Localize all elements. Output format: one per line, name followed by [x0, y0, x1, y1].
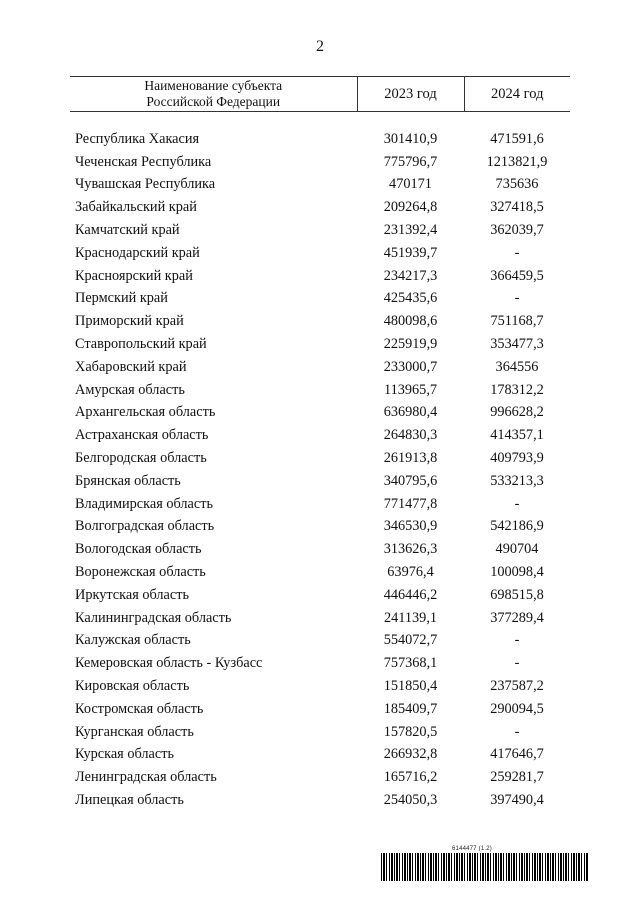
region-name: Кемеровская область - Кузбасс — [75, 655, 263, 672]
value-2023: 209264,8 — [383, 199, 438, 216]
table-row — [70, 721, 570, 744]
table-row — [70, 698, 570, 721]
table-row — [70, 288, 570, 311]
region-name: Красноярский край — [75, 267, 193, 284]
value-2024: 362039,7 — [490, 222, 544, 239]
table-row — [70, 174, 570, 197]
header-subject-line1: Наименование субъекта — [144, 78, 283, 93]
value-2023: 165716,2 — [383, 769, 438, 786]
value-2023: 233000,7 — [383, 358, 438, 375]
region-name: Владимирская область — [75, 495, 214, 512]
value-2024: 542186,9 — [490, 518, 544, 535]
value-2023: 771477,8 — [383, 495, 438, 512]
table-row — [70, 424, 570, 447]
table-row — [70, 379, 570, 402]
table-row — [70, 265, 570, 288]
table-row — [70, 630, 570, 653]
value-2024: 996628,2 — [490, 404, 544, 421]
region-name: Хабаровский край — [75, 358, 187, 375]
value-2024: 178312,2 — [490, 381, 544, 398]
value-2023: 480098,6 — [383, 313, 438, 330]
value-2024: 327418,5 — [490, 199, 544, 216]
regions-table — [70, 76, 570, 812]
value-2023: 554072,7 — [383, 632, 438, 649]
header-subject-line2: Российской Федерации — [146, 94, 281, 109]
barcode-label: 6144477 (1.2) — [452, 846, 492, 852]
value-2024: 417646,7 — [490, 746, 544, 763]
table-row — [70, 789, 570, 812]
value-2023: 266932,8 — [383, 746, 438, 763]
table-row — [70, 744, 570, 767]
table-row — [70, 151, 570, 174]
region-name: Воронежская область — [75, 564, 206, 581]
value-2024: 698515,8 — [490, 586, 544, 603]
region-name: Архангельская область — [75, 404, 216, 421]
table-row — [70, 196, 570, 219]
value-2024: 414357,1 — [490, 427, 544, 444]
table-row — [70, 402, 570, 425]
value-2023: 151850,4 — [383, 678, 438, 695]
table-row — [70, 470, 570, 493]
value-2024: 353477,3 — [490, 336, 544, 353]
header-subject-name — [70, 77, 357, 112]
header-2024: 2024 год — [464, 77, 570, 112]
value-2023: 113965,7 — [383, 381, 438, 398]
value-2024: 490704 — [495, 541, 539, 558]
region-name: Костромская область — [75, 700, 204, 717]
region-name: Белгородская область — [75, 450, 207, 467]
value-2023: 757368,1 — [383, 655, 438, 672]
value-2023: 470171 — [389, 176, 432, 193]
value-2024: 1213821,9 — [486, 153, 548, 170]
table-header-row — [70, 77, 570, 112]
value-2024: - — [514, 632, 520, 649]
value-2023: 241139,1 — [383, 609, 438, 626]
table-row — [70, 447, 570, 470]
region-name: Волгоградская область — [75, 518, 215, 535]
value-2024: 290094,5 — [490, 700, 544, 717]
region-name: Астраханская область — [75, 427, 209, 444]
value-2024: - — [514, 723, 520, 740]
value-2024: - — [514, 290, 520, 307]
value-2024: 533213,3 — [490, 472, 544, 489]
value-2023: 63976,4 — [387, 564, 434, 581]
table-row — [70, 675, 570, 698]
value-2024: - — [514, 655, 520, 672]
region-name: Чеченская Республика — [75, 153, 212, 170]
value-2024: - — [514, 244, 520, 261]
table-row — [70, 607, 570, 630]
table-row — [70, 538, 570, 561]
region-name: Республика Хакасия — [75, 130, 200, 147]
region-name: Вологодская область — [75, 541, 202, 558]
value-2024: 237587,2 — [490, 678, 544, 695]
region-name: Приморский край — [75, 313, 184, 330]
value-2023: 446446,2 — [383, 586, 438, 603]
value-2024: 409793,9 — [490, 450, 544, 467]
barcode — [381, 853, 589, 881]
table-row — [70, 219, 570, 242]
value-2024: 259281,7 — [490, 769, 544, 786]
value-2024: 366459,5 — [490, 267, 544, 284]
region-name: Камчатский край — [75, 222, 180, 239]
table-row — [70, 561, 570, 584]
value-2024: 100098,4 — [490, 564, 544, 581]
value-2023: 425435,6 — [383, 290, 438, 307]
value-2024: 751168,7 — [490, 313, 544, 330]
region-name: Калужская область — [75, 632, 191, 649]
value-2023: 775796,7 — [383, 153, 438, 170]
value-2023: 185409,7 — [383, 700, 438, 717]
region-name: Курганская область — [75, 723, 194, 740]
region-name: Забайкальский край — [75, 199, 197, 216]
value-2023: 264830,3 — [383, 427, 438, 444]
table-row — [70, 766, 570, 789]
region-name: Пермский край — [75, 290, 168, 307]
table-row — [70, 652, 570, 675]
table-row — [70, 584, 570, 607]
region-name: Липецкая область — [75, 792, 184, 808]
region-name: Курская область — [75, 746, 174, 763]
region-name: Ленинградская область — [75, 769, 217, 786]
value-2023: 157820,5 — [383, 723, 438, 740]
region-name: Краснодарский край — [75, 244, 200, 261]
region-name: Калининградская область — [75, 609, 232, 626]
table-row — [70, 516, 570, 539]
table-row — [70, 333, 570, 356]
value-2023: 346530,9 — [383, 518, 438, 535]
table-row — [70, 128, 570, 151]
table-row — [70, 242, 570, 265]
region-name: Кировская область — [75, 678, 190, 695]
page-number: 2 — [316, 38, 324, 55]
value-2023: 340795,6 — [383, 472, 438, 489]
value-2024: - — [514, 495, 520, 512]
region-name: Амурская область — [75, 381, 185, 398]
region-name: Иркутская область — [75, 586, 190, 603]
value-2023: 451939,7 — [383, 244, 438, 261]
value-2023: 261913,8 — [383, 450, 438, 467]
value-2024: 397490,4 — [490, 792, 544, 808]
value-2023: 234217,3 — [383, 267, 438, 284]
value-2023: 636980,4 — [383, 404, 438, 421]
region-name: Ставропольский край — [75, 336, 207, 353]
value-2023: 225919,9 — [383, 336, 438, 353]
table-row — [70, 356, 570, 379]
value-2023: 301410,9 — [383, 130, 438, 147]
value-2024: 471591,6 — [490, 130, 544, 147]
table-row — [70, 310, 570, 333]
region-name: Чувашская Республика — [75, 176, 216, 193]
header-2023: 2023 год — [357, 77, 464, 112]
value-2024: 364556 — [495, 358, 539, 375]
value-2023: 313626,3 — [383, 541, 438, 558]
region-name: Брянская область — [75, 472, 181, 489]
table-row — [70, 493, 570, 516]
value-2024: 377289,4 — [490, 609, 544, 626]
value-2024: 735636 — [495, 176, 539, 193]
value-2023: 254050,3 — [383, 792, 438, 808]
value-2023: 231392,4 — [383, 222, 438, 239]
